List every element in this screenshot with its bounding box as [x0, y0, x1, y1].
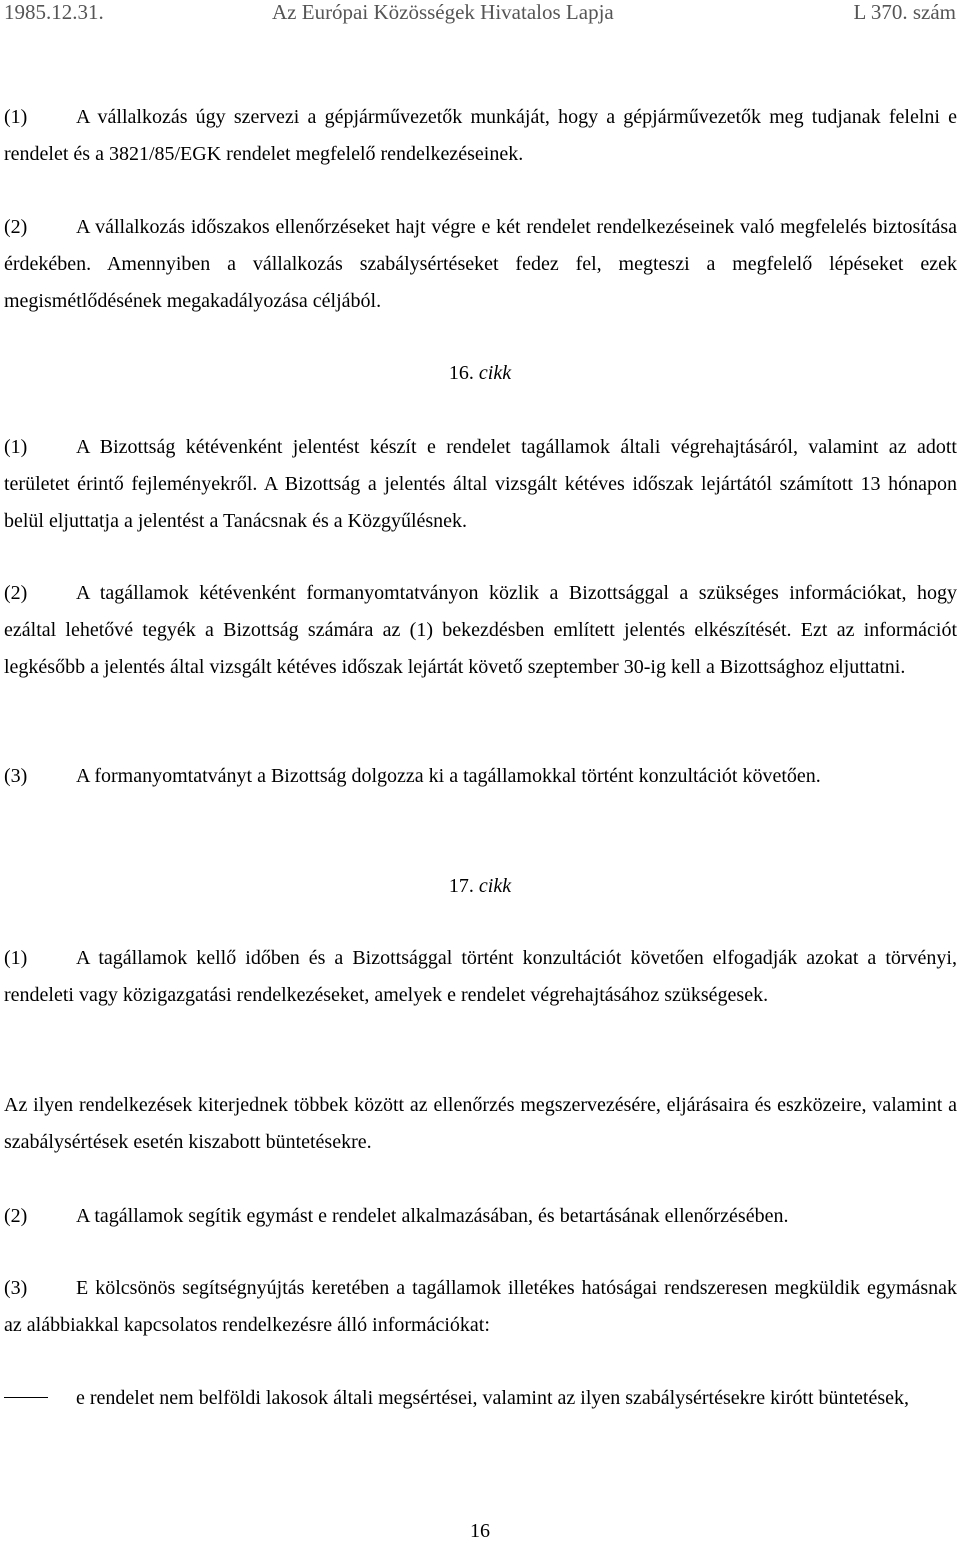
article-label: cikk [478, 875, 512, 897]
paragraph-number: (1) [4, 436, 28, 458]
paragraph-number: (2) [4, 1205, 28, 1227]
article-number: 16. [448, 362, 474, 384]
article-16-paragraph-3 [4, 758, 957, 795]
paragraph-text: A tagállamok kétévenként formanyomtatványon közlik a Bizottsággal a szükséges információkat, hogy ezáltal lehetővé tegyék a Bizottság számára az (1) bekezdésben említett jelentés elkészítését. Ezt az információt legkésőbb a jelentés által vizsgált kétéves időszak lejártát követő szeptember 30-ig kell a Bizottsághoz eljuttatni. [4, 582, 957, 678]
paragraph-text: Az ilyen rendelkezések kiterjednek többek között az ellenőrzés megszervezésére, eljárásaira és eszközeire, valamint a szabálysértések esetén kiszabott büntetésekre. [4, 1094, 957, 1153]
article-17-heading [0, 871, 960, 901]
paragraph-text: A tagállamok segítik egymást e rendelet alkalmazásában, és betartásának ellenőrzésében. [76, 1205, 789, 1227]
paragraph-number: (3) [4, 1277, 28, 1299]
article-17-paragraph-1 [4, 940, 957, 1014]
article-16-paragraph-2 [4, 575, 957, 686]
paragraph-number: (3) [4, 765, 28, 787]
paragraph-text: E kölcsönös segítségnyújtás keretében a tagállamok illetékes hatóságai rendszeresen megküldik egymásnak az alábbiakkal kapcsolatos rendelkezésre álló információkat: [4, 1277, 957, 1336]
paragraph-1 [4, 99, 957, 173]
page-header [4, 0, 956, 26]
paragraph-text: A Bizottság kétévenként jelentést készít e rendelet tagállamok általi végrehajtásáról, valamint az adott területet érintő fejleményekről. A Bizottság a jelentés által vizsgált kétéves időszak lejártától számított 13 hónapon belül eljuttatja a jelentést a Tanácsnak és a Közgyűlésnek. [4, 436, 957, 532]
dash-marker [4, 1397, 48, 1398]
paragraph-number: (2) [4, 216, 28, 238]
paragraph-text: A vállalkozás időszakos ellenőrzéseket hajt végre e két rendelet rendelkezéseinek való megfelelés biztosítása érdekében. Amennyiben a vállalkozás szabálysértéseket fedez fel, megteszi a megfelelő lépéseket ezek megismétlődésének megakadályozása céljából. [4, 216, 957, 312]
paragraph-number: (1) [4, 106, 28, 128]
article-label: cikk [478, 362, 512, 384]
list-item-text: e rendelet nem belföldi lakosok általi megsértései, valamint az ilyen szabálysértésekre kirótt büntetések, [76, 1387, 910, 1409]
dash-list-item [4, 1380, 957, 1417]
article-17-paragraph-3 [4, 1270, 957, 1344]
article-17-paragraph-2 [4, 1198, 957, 1235]
header-date: 1985.12.31. [4, 0, 104, 24]
article-16-paragraph-1 [4, 429, 957, 540]
article-number: 17. [448, 875, 474, 897]
header-journal-title: Az Európai Közösségek Hivatalos Lapja [272, 0, 614, 24]
page-number: 16 [470, 1520, 490, 1542]
paragraph-number: (1) [4, 947, 28, 969]
article-16-heading [0, 358, 960, 388]
paragraph-text: A tagállamok kellő időben és a Bizottsággal történt konzultációt követően elfogadják azokat a törvényi, rendeleti vagy közigazgatási rendelkezéseket, amelyek e rendelet végrehajtásához szükségesek. [4, 947, 957, 1006]
header-issue-number: L 370. szám [853, 0, 956, 24]
paragraph-2 [4, 209, 957, 320]
article-17-paragraph-1-continued [4, 1087, 957, 1161]
paragraph-number: (2) [4, 582, 28, 604]
paragraph-text: A vállalkozás úgy szervezi a gépjárművezetők munkáját, hogy a gépjárművezetők meg tudjanak felelni e rendelet és a 3821/85/EGK rendelet megfelelő rendelkezéseinek. [4, 106, 957, 165]
paragraph-text: A formanyomtatványt a Bizottság dolgozza ki a tagállamokkal történt konzultációt követően. [76, 765, 821, 787]
